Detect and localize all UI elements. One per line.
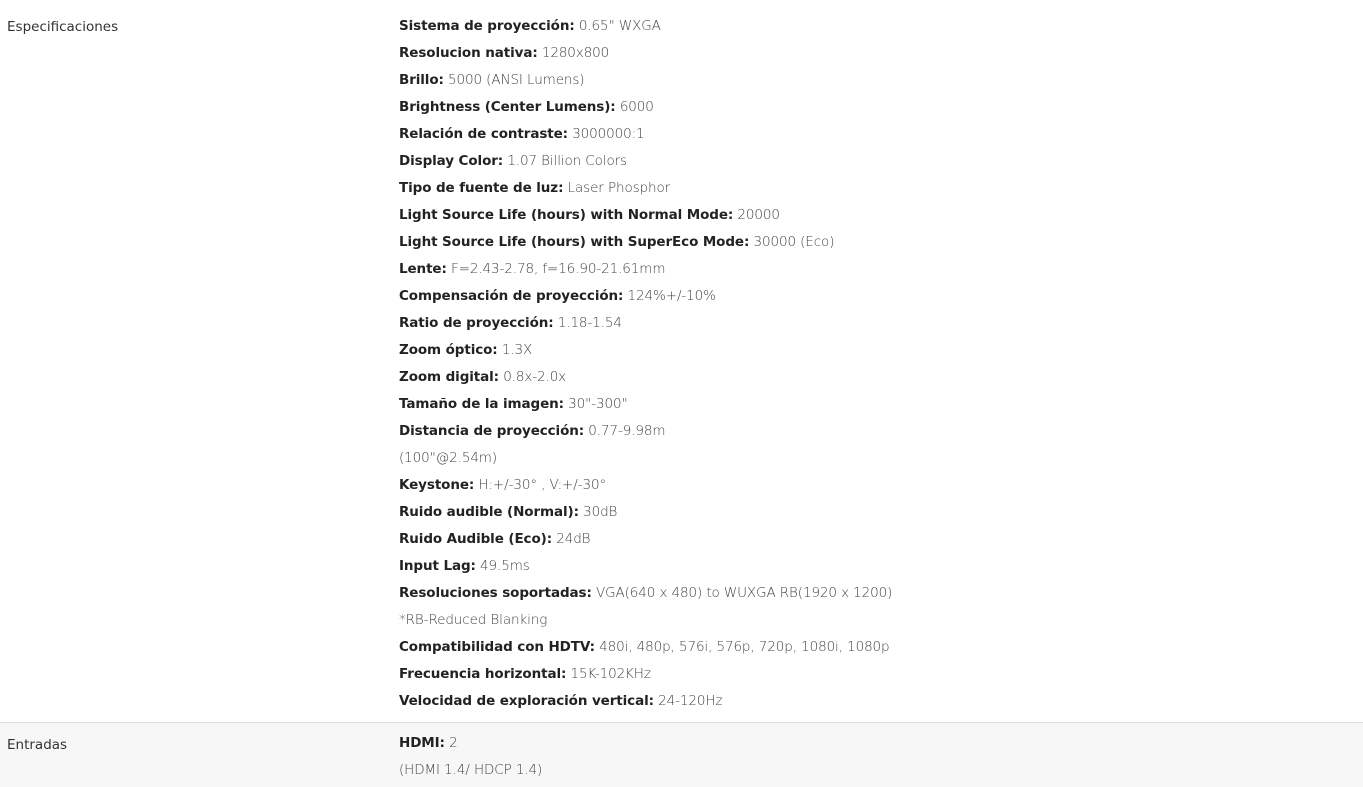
spec-value: 1.18-1.54 bbox=[557, 315, 622, 331]
spec-value: 30"-300" bbox=[568, 396, 628, 412]
spec-row bbox=[399, 445, 892, 472]
spec-row bbox=[399, 148, 892, 175]
spec-row bbox=[399, 418, 892, 445]
spec-row bbox=[399, 580, 892, 607]
spec-value: 30000 (Eco) bbox=[753, 234, 835, 250]
spec-value: 49.5ms bbox=[480, 558, 530, 574]
section-label-specifications: Especificaciones bbox=[7, 19, 119, 35]
spec-key: Ratio de proyección: bbox=[399, 315, 554, 331]
spec-key: Display Color: bbox=[399, 153, 504, 169]
spec-value: 0.65" WXGA bbox=[578, 18, 661, 34]
spec-value: (HDMI 1.4/ HDCP 1.4) bbox=[399, 762, 543, 778]
spec-key: Zoom digital: bbox=[399, 369, 499, 385]
spec-key: Compatibilidad con HDTV: bbox=[399, 639, 595, 655]
spec-row bbox=[399, 202, 892, 229]
spec-row bbox=[399, 661, 892, 688]
spec-value: (100"@2.54m) bbox=[399, 450, 498, 466]
spec-key: Velocidad de exploración vertical: bbox=[399, 693, 654, 709]
spec-value: 24dB bbox=[556, 531, 591, 547]
spec-value: 6000 bbox=[619, 99, 654, 115]
spec-row bbox=[399, 175, 892, 202]
spec-row bbox=[399, 94, 892, 121]
spec-row bbox=[399, 391, 892, 418]
section-label-inputs: Entradas bbox=[7, 737, 68, 753]
spec-row bbox=[399, 553, 892, 580]
spec-key: Ruido Audible (Eco): bbox=[399, 531, 553, 547]
spec-key: Compensación de proyección: bbox=[399, 288, 624, 304]
spec-row bbox=[399, 607, 892, 634]
spec-key: Lente: bbox=[399, 261, 447, 277]
spec-row bbox=[399, 364, 892, 391]
spec-value: 15K-102KHz bbox=[570, 666, 651, 682]
spec-row bbox=[399, 40, 892, 67]
spec-row bbox=[399, 229, 892, 256]
spec-value: 0.77-9.98m bbox=[588, 423, 666, 439]
spec-key: HDMI: bbox=[399, 735, 445, 751]
spec-row bbox=[399, 526, 892, 553]
spec-key: Zoom óptico: bbox=[399, 342, 498, 358]
spec-row bbox=[399, 13, 892, 40]
spec-value: H:+/-30° , V:+/-30° bbox=[478, 477, 607, 493]
spec-key: Relación de contraste: bbox=[399, 126, 568, 142]
spec-key: Resoluciones soportadas: bbox=[399, 585, 592, 601]
spec-rows bbox=[399, 13, 892, 715]
spec-key: Keystone: bbox=[399, 477, 475, 493]
spec-key: Brillo: bbox=[399, 72, 444, 88]
spec-value: F=2.43-2.78, f=16.90-21.61mm bbox=[450, 261, 666, 277]
spec-row bbox=[399, 337, 892, 364]
spec-key: Brightness (Center Lumens): bbox=[399, 99, 616, 115]
spec-value: 5000 (ANSI Lumens) bbox=[448, 72, 585, 88]
spec-value: 3000000:1 bbox=[572, 126, 645, 142]
spec-row bbox=[399, 757, 542, 784]
spec-value: 0.8x-2.0x bbox=[503, 369, 567, 385]
input-rows bbox=[399, 730, 542, 784]
spec-key: Distancia de proyección: bbox=[399, 423, 585, 439]
spec-value: *RB-Reduced Blanking bbox=[399, 612, 548, 628]
spec-value: 1.07 Billion Colors bbox=[507, 153, 627, 169]
spec-row bbox=[399, 730, 542, 757]
spec-key: Frecuencia horizontal: bbox=[399, 666, 567, 682]
spec-key: Tamaño de la imagen: bbox=[399, 396, 564, 412]
spec-row bbox=[399, 256, 892, 283]
spec-row bbox=[399, 634, 892, 661]
spec-key: Sistema de proyección: bbox=[399, 18, 575, 34]
section-inputs bbox=[0, 722, 1363, 787]
spec-value: 20000 bbox=[737, 207, 780, 223]
spec-row bbox=[399, 283, 892, 310]
spec-value: 1.3X bbox=[501, 342, 533, 358]
spec-value: 480i, 480p, 576i, 576p, 720p, 1080i, 1080p bbox=[599, 639, 890, 655]
spec-value: VGA(640 x 480) to WUXGA RB(1920 x 1200) bbox=[596, 585, 893, 601]
spec-value: 124%+/-10% bbox=[627, 288, 716, 304]
spec-row bbox=[399, 121, 892, 148]
spec-value: 1280x800 bbox=[541, 45, 610, 61]
spec-value: Laser Phosphor bbox=[567, 180, 671, 196]
spec-key: Input Lag: bbox=[399, 558, 476, 574]
spec-value: 30dB bbox=[583, 504, 618, 520]
spec-key: Light Source Life (hours) with SuperEco Mode: bbox=[399, 234, 750, 250]
spec-key: Tipo de fuente de luz: bbox=[399, 180, 564, 196]
spec-row bbox=[399, 499, 892, 526]
spec-row bbox=[399, 472, 892, 499]
spec-key: Resolucion nativa: bbox=[399, 45, 538, 61]
spec-row bbox=[399, 310, 892, 337]
spec-value: 2 bbox=[449, 735, 458, 751]
spec-value: 24-120Hz bbox=[658, 693, 723, 709]
spec-key: Ruido audible (Normal): bbox=[399, 504, 579, 520]
spec-row bbox=[399, 67, 892, 94]
spec-row bbox=[399, 688, 892, 715]
spec-key: Light Source Life (hours) with Normal Mode: bbox=[399, 207, 734, 223]
